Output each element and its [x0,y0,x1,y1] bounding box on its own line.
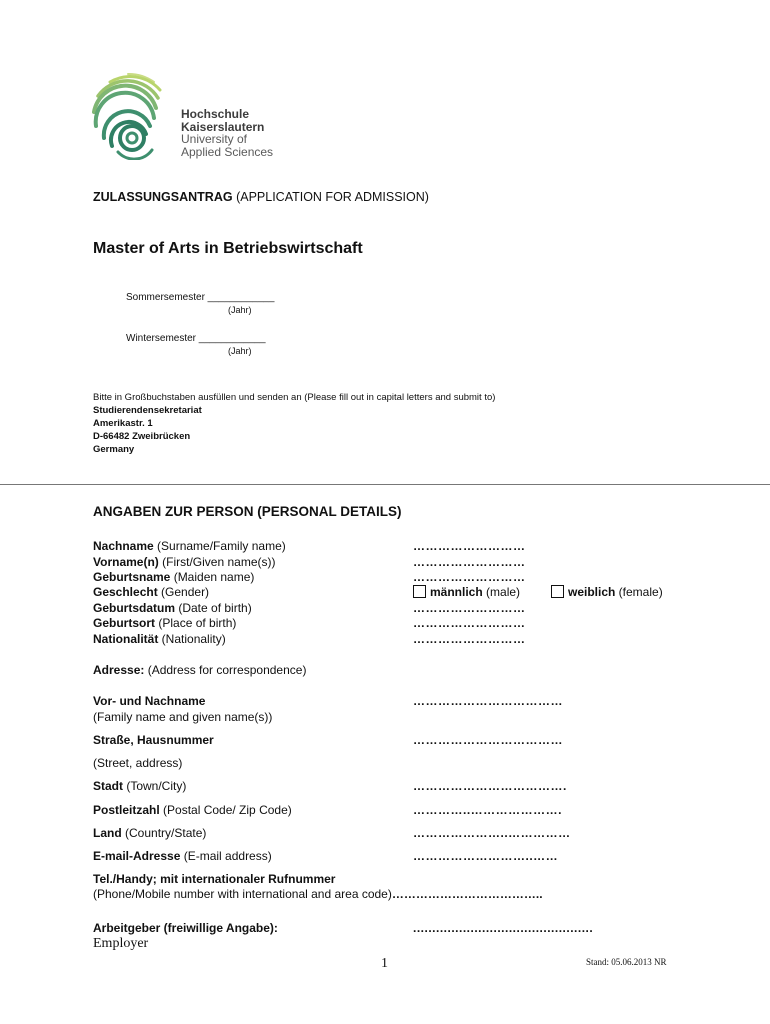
male-checkbox[interactable] [413,585,426,598]
submission-instructions [93,391,495,456]
label-postal-code: Postleitzahl (Postal Code/ Zip Code) [93,803,292,817]
employer-field[interactable]: ............................................... [413,921,594,935]
surname-field[interactable]: ……………………… [413,539,526,553]
winter-semester-hint: (Jahr) [228,346,252,356]
postal-code-field[interactable]: …………..…………………. [413,803,563,817]
label-street: Straße, Hausnummer [93,733,214,747]
logo-wordmark [181,108,273,158]
address-line-3: D-66482 Zweibrücken [93,431,191,442]
label-city: Stadt (Town/City) [93,779,187,793]
label-maiden-name: Geburtsname (Maiden name) [93,570,255,584]
gender-female-option[interactable]: weiblich (female) [551,585,663,599]
label-employer: Arbeitgeber (freiwillige Angabe): [93,921,278,935]
winter-semester-field[interactable]: Wintersemester ____________ [126,333,266,344]
address-line-2: Amerikastr. 1 [93,418,153,429]
logo-line-4: Applied Sciences [181,144,274,159]
gender-male-option[interactable]: männlich (male) [413,585,520,599]
application-title-rest: (APPLICATION FOR ADMISSION) [232,190,429,204]
program-title: Master of Arts in Betriebswirtschaft [93,240,363,257]
street-field[interactable]: ……………………………… [413,733,563,747]
street-sublabel: (Street, address) [93,756,183,770]
application-title [93,190,429,204]
country-field[interactable]: …………………..…………… [413,826,571,840]
address-line-4: Germany [93,444,135,455]
female-checkbox[interactable] [551,585,564,598]
application-title-bold: ZULASSUNGSANTRAG [93,190,233,204]
label-nationality: Nationalität (Nationality) [93,632,226,646]
page-number: 1 [381,956,388,971]
label-date-of-birth: Geburtsdatum (Date of birth) [93,601,252,615]
address-line-1: Studierendensekretariat [93,405,202,416]
nationality-field[interactable]: ……………………… [413,632,526,646]
label-country: Land (Country/State) [93,826,207,840]
logo-line-3: University of [181,132,248,146]
place-of-birth-field[interactable]: ……………………… [413,616,526,630]
logo-line-2: Kaiserslautern [181,119,265,134]
document-stand-date: Stand: 05.06.2013 NR [586,957,667,967]
summer-semester-hint: (Jahr) [228,305,252,315]
section-divider [0,484,770,485]
full-name-sublabel: (Family name and given name(s)) [93,710,273,724]
label-place-of-birth: Geburtsort (Place of birth) [93,616,237,630]
date-of-birth-field[interactable]: ……………………… [413,601,526,615]
full-name-field[interactable]: ……………………………… [413,694,563,708]
label-phone: Tel./Handy; mit internationaler Rufnummer [93,872,336,886]
phone-sublabel: (Phone/Mobile number with international and area code)……………………………….. [93,887,543,901]
personal-details-title: ANGABEN ZUR PERSON (PERSONAL DETAILS) [93,504,402,519]
employer-english-label: Employer [93,936,149,951]
instructions-text: Bitte in Großbuchstaben ausfüllen und senden an (Please fill out in capital letters and submit to) [93,392,496,403]
label-email: E-mail-Adresse (E-mail address) [93,849,272,863]
logo-line-1: Hochschule [181,107,250,121]
first-name-field[interactable]: ……………………… [413,555,526,569]
address-heading: Adresse: (Address for correspondence) [93,663,307,677]
label-surname: Nachname (Surname/Family name) [93,539,286,553]
label-full-name: Vor- und Nachname [93,694,206,708]
label-first-name: Vorname(n) (First/Given name(s)) [93,555,276,569]
city-field[interactable]: ………………………………. [413,779,567,793]
maiden-name-field[interactable]: ……………………… [413,570,526,584]
email-field[interactable]: ………………………..…… [413,849,559,863]
summer-semester-field[interactable]: Sommersemester ____________ [126,292,275,303]
label-gender: Geschlecht (Gender) [93,585,210,599]
university-logo [88,68,176,160]
phone-field[interactable]: ……………………………….. [391,887,543,901]
